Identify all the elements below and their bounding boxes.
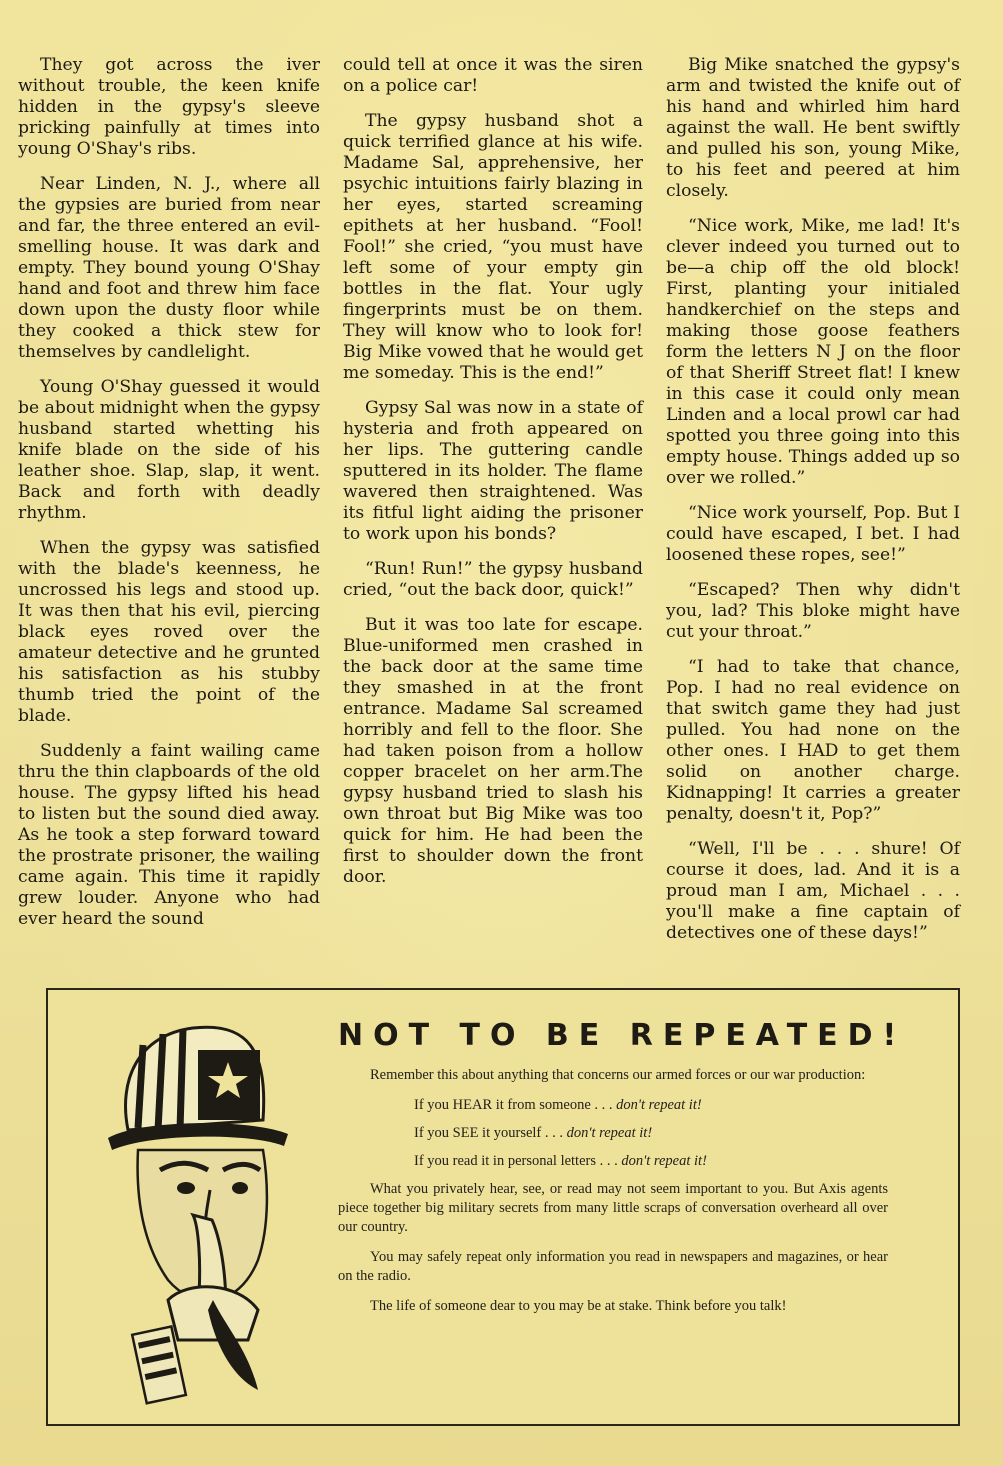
ad-rule-see: If you SEE it yourself . . . don't repeat it! — [414, 1125, 653, 1141]
story-paragraph: The gypsy husband shot a quick terrified glance at his wife. Madame Sal, apprehensive, her psychic intuitions fairly blazing in her eyes, started screaming epithets at her husband. “Fool! Fool!” she cried, “you must have left some of your empty gin bottles in the flat. Your ugly fingerprints must be on them. They will know who to look for! Big Mike vowed that he would get me someday. This is the end!” — [343, 111, 643, 383]
story-paragraph: Big Mike snatched the gypsy's arm and twisted the knife out of his hand and whirled him hard against the wall. He bent swiftly and pulled his son, young Mike, to his feet and peered at him closely. — [666, 55, 960, 201]
story-paragraph: Near Linden, N. J., where all the gypsies are buried from near and far, the three entered an evil-smelling house. It was dark and empty. They bound young O'Shay hand and foot and threw him face down upon the dusty floor while they cooked a thick stew for themselves by candlelight. — [18, 174, 320, 362]
story-paragraph: “Run! Run!” the gypsy husband cried, “out the back door, quick!” — [343, 559, 643, 600]
ad-paragraph-1: What you privately hear, see, or read may not seem important to you. But Axis agents piece together big military secrets from many little scraps of conversation overheard all over our country. — [338, 1181, 888, 1235]
story-column-3 — [666, 55, 960, 958]
story-paragraph: “Well, I'll be . . . shure! Of course it does, lad. And it is a proud man I am, Michael . . . you'll make a fine captain of detectives one of these days!” — [666, 839, 960, 943]
ad-paragraph-2: You may safely repeat only information you read in newspapers and magazines, or hear on the radio. — [338, 1249, 888, 1284]
story-paragraph: But it was too late for escape. Blue-uniformed men crashed in the back door at the same time they smashed in at the front entrance. Madame Sal screamed horribly and fell to the floor. She had taken poison from a hollow copper bracelet on her arm.The gypsy husband tried to slash his own throat but Big Mike was too quick for him. He had been the first to shoulder down the front door. — [343, 615, 643, 887]
story-paragraph: “Nice work, Mike, me lad! It's clever indeed you turned out to be—a chip off the old block! First, planting your initialed handkerchief on the steps and making those goose feathers form the letters N J on the floor of that Sheriff Street flat! I knew in this case it could only mean Linden and a local prowl car had spotted you three going into this empty house. Things added up so over we rolled.” — [666, 216, 960, 488]
ad-rule-read: If you read it in personal letters . . . don't repeat it! — [414, 1153, 707, 1169]
story-paragraph: “Escaped? Then why didn't you, lad? This bloke might have cut your throat.” — [666, 580, 960, 642]
story-column-1 — [18, 55, 320, 944]
story-paragraph: Gypsy Sal was now in a state of hysteria and froth appeared on her lips. The guttering candle sputtered in its holder. The flame wavered then straightened. Was its fitful light aiding the prisoner to work upon his bonds? — [343, 398, 643, 544]
story-paragraph: Young O'Shay guessed it would be about midnight when the gypsy husband started whetting his knife blade on the side of his leather shoe. Slap, slap, it went. Back and forth with deadly rhythm. — [18, 377, 320, 523]
ad-paragraph-3: The life of someone dear to you may be at stake. Think before you talk! — [370, 1298, 787, 1314]
story-paragraph: could tell at once it was the siren on a police car! — [343, 55, 643, 96]
ad-headline: NOT TO BE REPEATED! — [338, 1018, 907, 1053]
wartime-notice-ad — [46, 988, 960, 1426]
story-paragraph: “Nice work yourself, Pop. But I could have escaped, I bet. I had loosened these ropes, see!” — [666, 503, 960, 565]
story-paragraph: Suddenly a faint wailing came thru the thin clapboards of the old house. The gypsy lifted his head to listen but the sound died away. As he took a step forward toward the prostrate prisoner, the wailing came again. This time it rapidly grew louder. Anyone who had ever heard the sound — [18, 741, 320, 929]
ad-body — [338, 1066, 888, 1327]
story-column-2 — [343, 55, 643, 902]
uncle-sam-illustration — [98, 1010, 298, 1405]
story-paragraph: “I had to take that chance, Pop. I had no real evidence on that switch game they had just pulled. You had none on the other ones. I HAD to get them solid on another charge. Kidnapping! It carries a greater penalty, doesn't it, Pop?” — [666, 657, 960, 824]
ad-intro: Remember this about anything that concerns our armed forces or our war production: — [370, 1067, 866, 1083]
story-paragraph: When the gypsy was satisfied with the blade's keenness, he uncrossed his legs and stood up. It was then that his evil, piercing black eyes roved over the amateur detective and he grunted his satisfaction as his stubby thumb tried the point of the blade. — [18, 538, 320, 726]
story-paragraph: They got across the iver without trouble, the keen knife hidden in the gypsy's sleeve pricking painfully at times into young O'Shay's ribs. — [18, 55, 320, 159]
ad-rule-hear: If you HEAR it from someone . . . don't repeat it! — [414, 1097, 702, 1113]
